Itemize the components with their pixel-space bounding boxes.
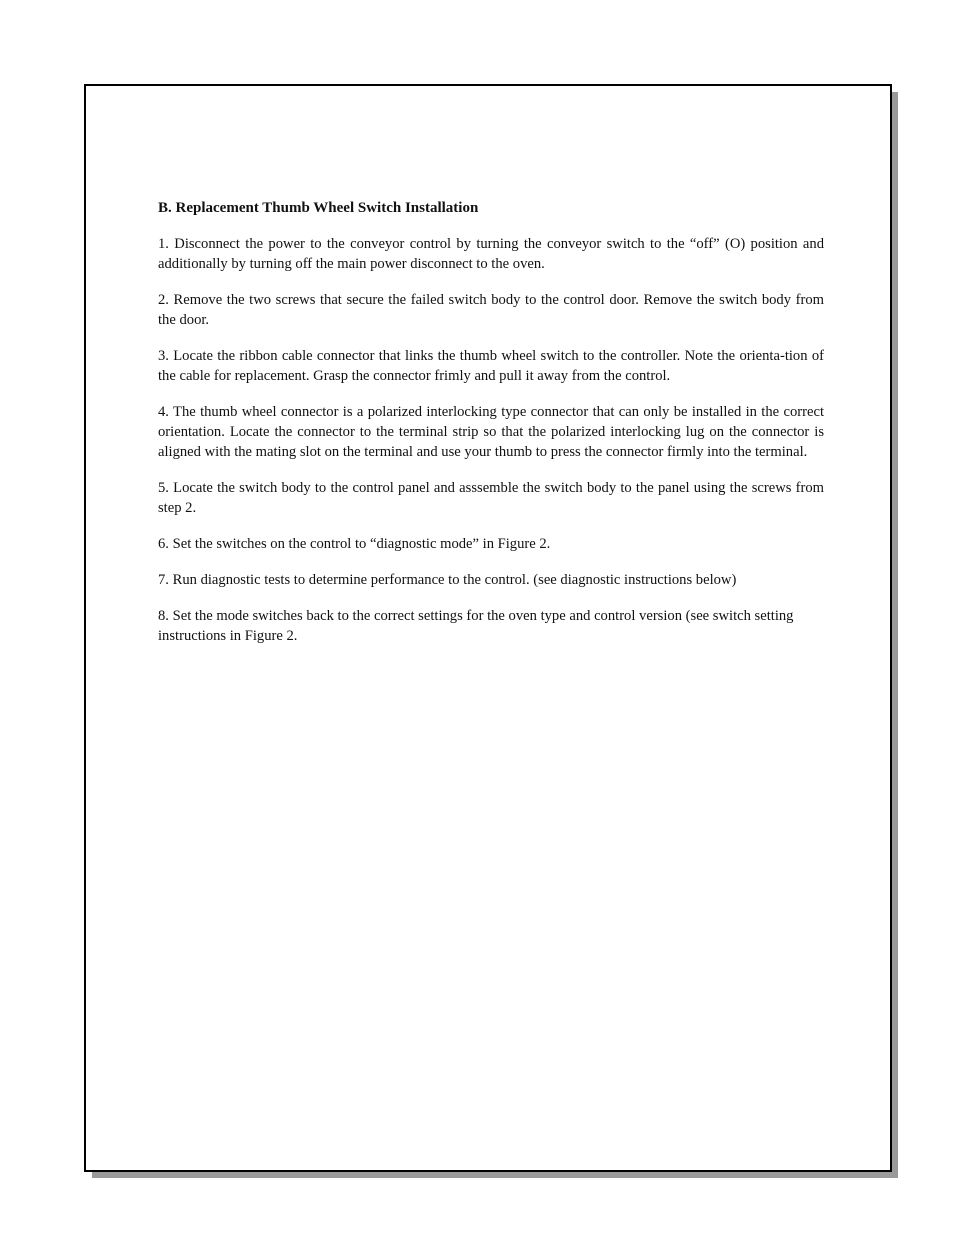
step-6: 6. Set the switches on the control to “diagnostic mode” in Figure 2. <box>158 536 551 552</box>
step-8: 8. Set the mode switches back to the correct settings for the oven type and control version (see switch setting instructions in Figure 2. <box>158 608 794 644</box>
section-heading: B. Replacement Thumb Wheel Switch Installation <box>158 200 479 216</box>
step-1: 1. Disconnect the power to the conveyor control by turning the conveyor switch to the “off” (O) position and additionally by turning off the main power disconnect to the oven. <box>158 236 824 272</box>
step-7: 7. Run diagnostic tests to determine performance to the control. (see diagnostic instructions below) <box>158 572 737 588</box>
document-page <box>84 84 892 1172</box>
step-5: 5. Locate the switch body to the control panel and asssemble the switch body to the panel using the screws from step 2. <box>158 480 824 516</box>
page-content <box>158 198 824 662</box>
step-2: 2. Remove the two screws that secure the failed switch body to the control door. Remove the switch body from the door. <box>158 292 824 328</box>
step-4: 4. The thumb wheel connector is a polarized interlocking type connector that can only be installed in the correct orientation. Locate the connector to the terminal strip so that the polarized interlocking lug on the connector is aligned with the mating slot on the terminal and use your thumb to press the connector firmly into the terminal. <box>158 404 824 460</box>
step-3: 3. Locate the ribbon cable connector that links the thumb wheel switch to the controller. Note the orienta-tion of the cable for replacement. Grasp the connector frimly and pull it away from the control. <box>158 348 824 384</box>
